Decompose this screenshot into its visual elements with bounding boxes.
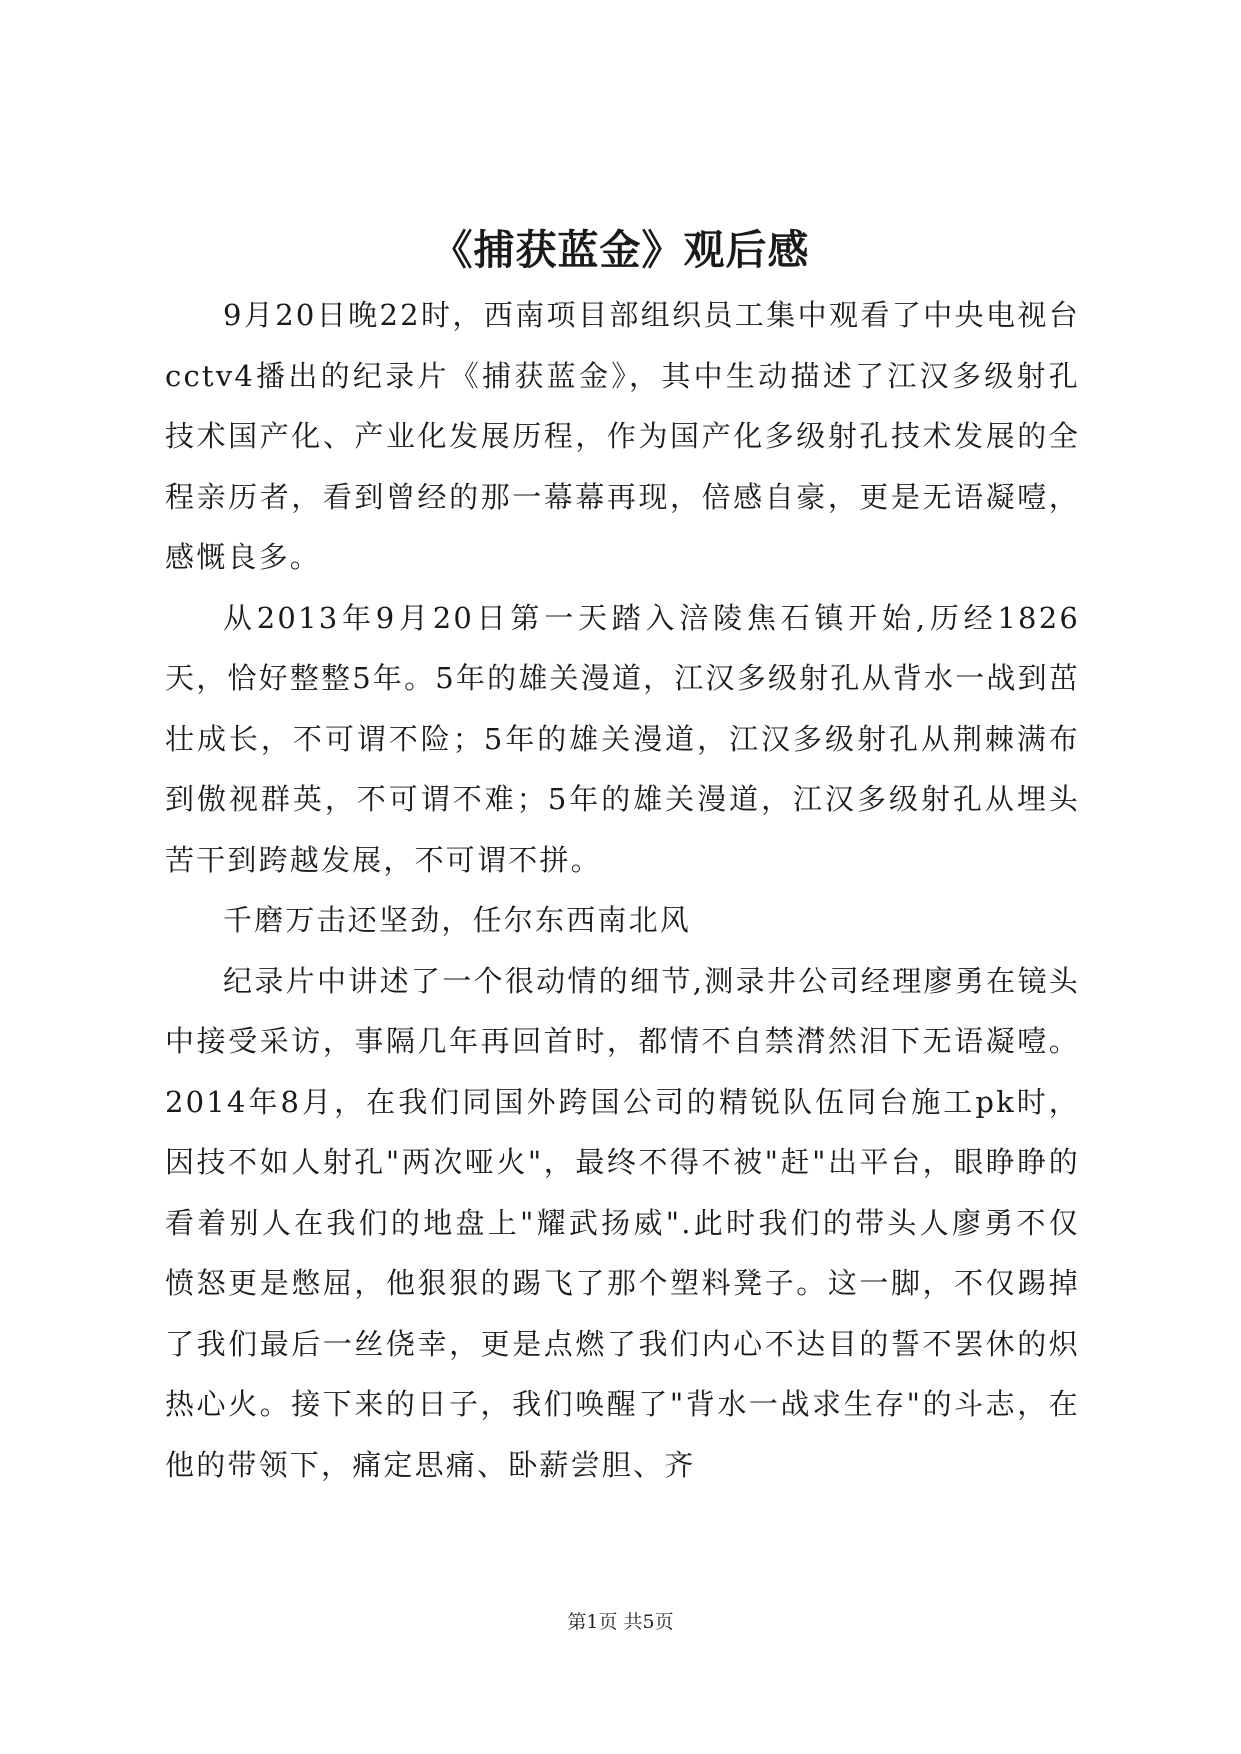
paragraph-4: 纪录片中讲述了一个很动情的细节,测录井公司经理廖勇在镜头中接受采访，事隔几年再回首时，都情不自禁潸然泪下无语凝噎。2014年8月，在我们同国外跨国公司的精锐队伍同台施工pk时，因技不如人射孔"两次哑火"，最终不得不被"赶"出平台，眼睁睁的看着别人在我们的地盘上"耀武扬威".此时我们的带头人廖勇不仅愤怒更是憋屈，他狠狠的踢飞了那个塑料凳子。这一脚，不仅踢掉了我们最后一丝侥幸，更是点燃了我们内心不达目的誓不罢休的炽热心火。接下来的日子，我们唤醒了"背水一战求生存"的斗志，在他的带领下，痛定思痛、卧薪尝胆、齐 [165, 963, 1080, 1482]
paragraph-3-heading: 千磨万击还坚劲，任尔东西南北风 [223, 903, 692, 937]
document-title: 《捕获蓝金》观后感 [431, 226, 810, 274]
document-body [165, 285, 1080, 1495]
paragraph-1: 9月20日晚22时，西南项目部组织员工集中观看了中央电视台cctv4播出的纪录片《捕获蓝金》，其中生动描述了江汉多级射孔技术国产化、产业化发展历程，作为国产化多级射孔技术发展的全程亲历者，看到曾经的那一幕幕再现，倍感自豪，更是无语凝噎，感慨良多。 [165, 298, 1080, 574]
paragraph-2: 从2013年9月20日第一天踏入涪陵焦石镇开始,历经1826天，恰好整整5年。5年的雄关漫道，江汉多级射孔从背水一战到茁壮成长，不可谓不险；5年的雄关漫道，江汉多级射孔从荆棘满布到傲视群英，不可谓不难；5年的雄关漫道，江汉多级射孔从埋头苦干到跨越发展，不可谓不拼。 [165, 600, 1080, 877]
page-number-footer: 第1页 共5页 [567, 1611, 674, 1633]
